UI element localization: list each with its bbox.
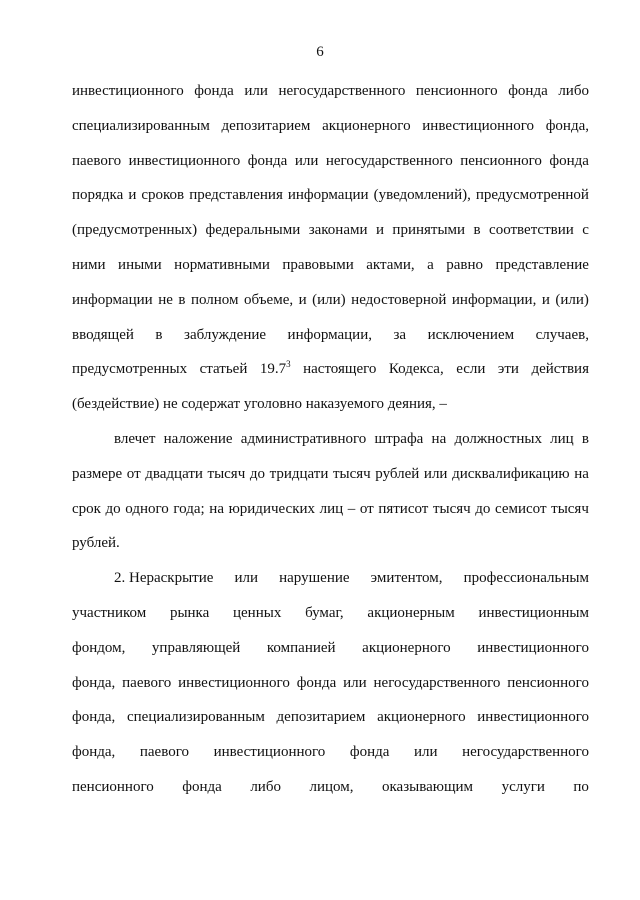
word: пенсионного xyxy=(415,83,498,99)
text-line xyxy=(72,776,589,811)
word: фонда xyxy=(247,152,288,169)
word: двадцати xyxy=(145,465,203,482)
word: и xyxy=(298,291,307,308)
word: инвестиционного xyxy=(422,117,534,134)
word: настоящего xyxy=(303,361,377,378)
word: или xyxy=(234,570,259,587)
word: пенсионного xyxy=(507,674,589,691)
word: инвестиционного xyxy=(178,674,290,691)
article-superscript: 3 xyxy=(286,359,291,370)
word: до xyxy=(105,500,121,517)
word: до xyxy=(249,465,265,482)
word: сроков xyxy=(141,187,185,204)
word: тридцати xyxy=(269,465,329,482)
word: ними xyxy=(72,256,106,273)
text-line xyxy=(72,80,589,115)
article-reference xyxy=(260,358,291,380)
word: инвестиционного xyxy=(477,639,589,656)
word: либо xyxy=(558,83,589,99)
word: фонда xyxy=(296,674,337,691)
text-line xyxy=(72,115,589,150)
word: заблуждение xyxy=(184,326,267,343)
word: тысяч xyxy=(207,465,246,482)
word: тысяч xyxy=(432,500,471,517)
text-line xyxy=(72,741,589,776)
word: иными xyxy=(118,256,162,273)
word: штрафа xyxy=(374,430,424,447)
word: предусмотренной xyxy=(475,187,589,204)
word: эти xyxy=(497,361,519,378)
word: фондом, xyxy=(72,639,126,656)
word: от xyxy=(359,500,374,517)
word: компанией xyxy=(266,639,336,656)
paragraph-end-text: рублей. xyxy=(72,535,120,552)
word: административного xyxy=(240,430,367,447)
paragraph-end-text: (бездействие) не содержат уголовно наказуемого деяния, – xyxy=(72,396,447,413)
word: негосударственного xyxy=(278,83,406,99)
word: соответствии xyxy=(489,222,574,239)
word: либо xyxy=(250,778,281,795)
word: актами, xyxy=(366,256,415,273)
word: услуги xyxy=(501,778,545,795)
word: ценных xyxy=(233,604,282,621)
word: пенсионного xyxy=(72,778,154,795)
word: исключением xyxy=(427,326,515,343)
word: равно xyxy=(446,256,484,273)
text-line xyxy=(72,358,589,393)
word: профессиональным xyxy=(463,570,589,587)
word: (предусмотренных) xyxy=(72,222,198,239)
word: паевого xyxy=(122,674,172,691)
word: информации, xyxy=(287,326,372,343)
word: акционерного xyxy=(377,709,466,726)
word: лицом, xyxy=(309,778,354,795)
text-line xyxy=(72,706,589,741)
word: полном xyxy=(190,291,239,308)
word: должностных xyxy=(454,430,542,447)
word: представления xyxy=(189,187,283,204)
word: паевого xyxy=(72,152,122,169)
word: в xyxy=(178,291,186,308)
word: срок xyxy=(72,500,101,517)
word: депозитарием xyxy=(221,117,311,134)
word: (уведомлений), xyxy=(373,187,471,204)
text-line xyxy=(72,150,589,185)
word: специализированным xyxy=(127,709,265,726)
word: юридических xyxy=(228,500,316,517)
word: наложение xyxy=(163,430,233,447)
word: федеральными xyxy=(205,222,301,239)
word: – xyxy=(347,500,356,517)
text-line-last xyxy=(72,532,589,567)
word: инвестиционного xyxy=(128,152,241,169)
word: порядка xyxy=(72,187,124,204)
word: фонда xyxy=(549,152,589,169)
word: тысяч xyxy=(332,465,371,482)
word: с xyxy=(582,222,589,239)
text-line-indented xyxy=(72,567,589,602)
word: представление xyxy=(495,256,589,273)
word: фонда xyxy=(508,83,548,99)
text-line xyxy=(72,184,589,219)
text-line xyxy=(72,289,589,324)
word: на xyxy=(431,430,447,447)
word: влечет xyxy=(114,430,156,447)
word: акционерного xyxy=(322,117,411,134)
word: акционерного xyxy=(362,639,451,656)
word: принятыми xyxy=(392,222,466,239)
word: информации xyxy=(287,187,369,204)
word: от xyxy=(126,465,141,482)
word: пятисот xyxy=(378,500,429,517)
word: информации xyxy=(72,291,153,308)
word: размере xyxy=(72,465,123,482)
word: лиц xyxy=(550,430,574,447)
word: фонда, xyxy=(72,709,116,726)
text-line xyxy=(72,324,589,359)
word: информации, xyxy=(451,291,537,308)
word: в xyxy=(155,326,163,343)
word: или xyxy=(413,744,438,761)
word: на xyxy=(574,465,589,482)
word: семисот xyxy=(495,500,547,517)
word: негосударственного xyxy=(325,152,453,169)
word: депозитарием xyxy=(276,709,366,726)
word: фонда, xyxy=(545,117,589,134)
word: если xyxy=(456,361,486,378)
word: фонда xyxy=(182,778,222,795)
word: и xyxy=(128,187,137,204)
word: (или) xyxy=(555,291,589,308)
word: Кодекса, xyxy=(388,361,444,378)
word: или xyxy=(343,674,367,691)
document-body xyxy=(72,80,589,811)
word: фонда xyxy=(349,744,390,761)
word: за xyxy=(393,326,407,343)
word: случаев, xyxy=(535,326,589,343)
word: негосударственного xyxy=(462,744,589,761)
word: пенсионного xyxy=(460,152,542,169)
word: не xyxy=(158,291,173,308)
text-line xyxy=(72,254,589,289)
text-line-indented xyxy=(72,428,589,463)
word: недостоверной xyxy=(351,291,447,308)
word: а xyxy=(427,256,434,273)
word: инвестиционного xyxy=(477,709,589,726)
word: фонда, xyxy=(72,674,116,691)
word: статьей xyxy=(199,361,248,378)
word: тысяч xyxy=(551,500,589,517)
word: или xyxy=(423,465,448,482)
word: эмитентом, xyxy=(370,570,443,587)
word: паевого xyxy=(139,744,189,761)
word: и xyxy=(541,291,550,308)
word: оказывающим xyxy=(382,778,474,795)
word: вводящей xyxy=(72,326,134,343)
word: 2. Нераскрытие xyxy=(114,570,214,587)
word: лиц xyxy=(319,500,344,517)
word: специализированным xyxy=(72,117,210,134)
word: рублей xyxy=(375,465,420,482)
text-line xyxy=(72,602,589,637)
word: по xyxy=(573,778,589,795)
word: предусмотренных xyxy=(72,361,188,378)
text-line xyxy=(72,498,589,533)
word: на xyxy=(209,500,224,517)
word: объеме, xyxy=(244,291,294,308)
word: года; xyxy=(173,500,205,517)
word: нормативными xyxy=(174,256,270,273)
text-line-last xyxy=(72,393,589,428)
word: рынка xyxy=(169,604,210,621)
word: законами xyxy=(308,222,368,239)
word: (или) xyxy=(312,291,346,308)
text-line xyxy=(72,672,589,707)
word: негосударственного xyxy=(373,674,501,691)
word: фонда, xyxy=(72,744,116,761)
word: участником xyxy=(72,604,147,621)
word: в xyxy=(581,430,589,447)
word: фонда xyxy=(194,83,234,99)
article-number: 19.7 xyxy=(259,361,287,378)
word: или xyxy=(294,152,319,169)
word: дисквалификацию xyxy=(452,465,570,482)
word: акционерным xyxy=(367,604,455,621)
word: инвестиционного xyxy=(213,744,326,761)
word: или xyxy=(244,83,268,99)
word: до xyxy=(475,500,491,517)
page-number: 6 xyxy=(316,44,324,60)
word: правовыми xyxy=(282,256,354,273)
word: управляющей xyxy=(151,639,241,656)
word: в xyxy=(473,222,481,239)
word: действия xyxy=(531,361,589,378)
word: одного xyxy=(125,500,169,517)
word: инвестиционного xyxy=(72,83,184,99)
word: бумаг, xyxy=(305,604,344,621)
text-line xyxy=(72,463,589,498)
text-line xyxy=(72,637,589,672)
word: инвестиционным xyxy=(478,604,589,621)
word: и xyxy=(375,222,384,239)
text-line xyxy=(72,219,589,254)
word: нарушение xyxy=(279,570,350,587)
